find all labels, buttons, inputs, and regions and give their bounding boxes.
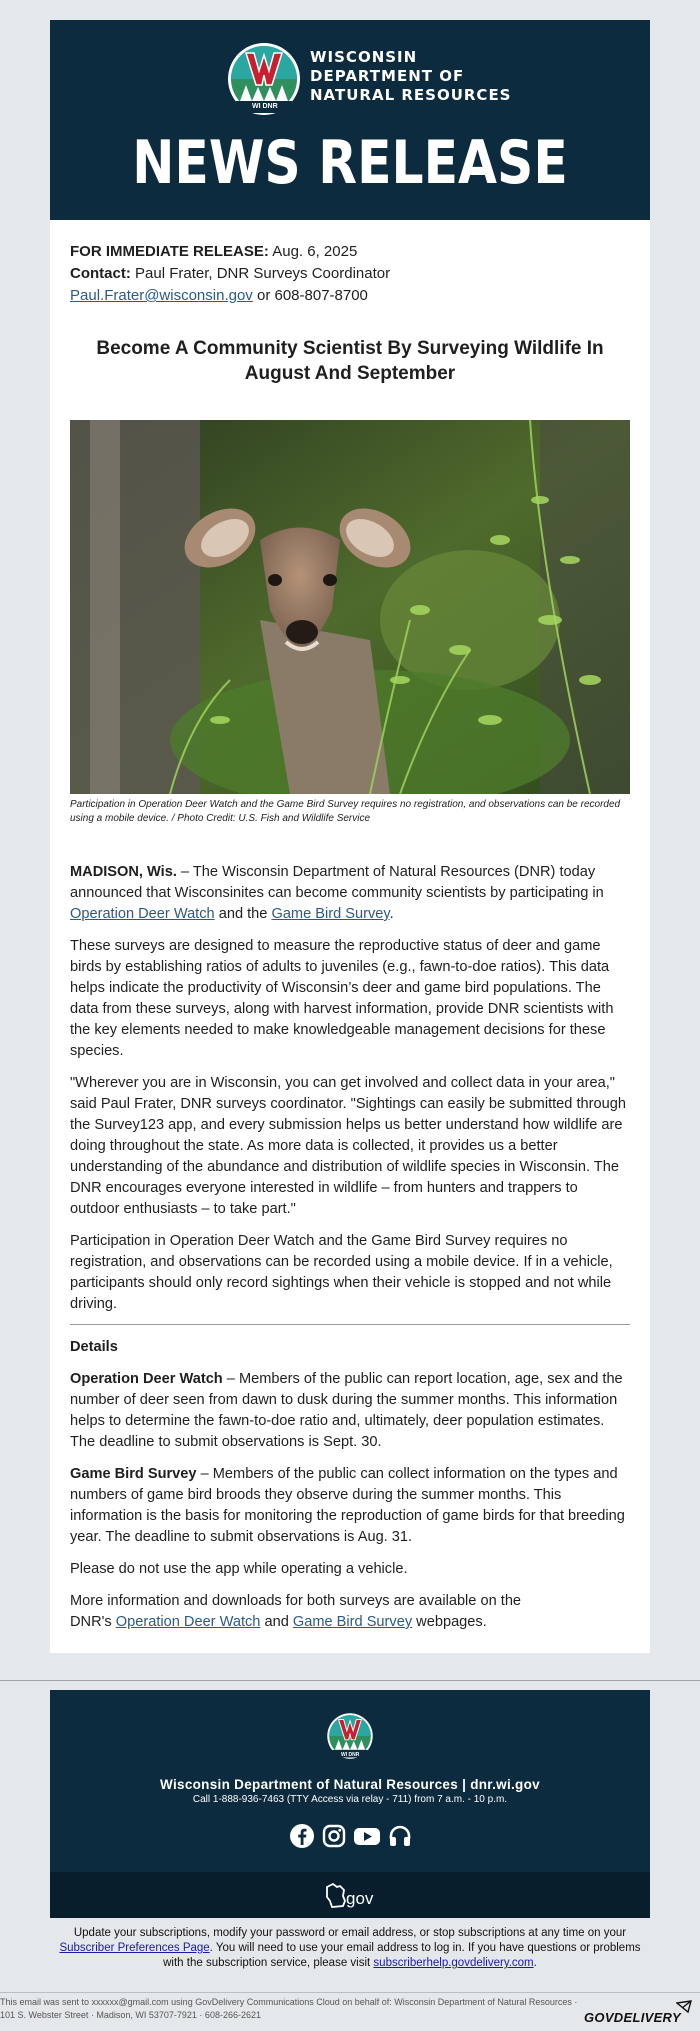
subscr-text-2: . You will need to use your email address to log in. If you have questions or problems with the subscription service, please visit (163, 1942, 641, 1969)
gbs-webpage-link[interactable]: Game Bird Survey (292, 1614, 413, 1630)
social-links (289, 1823, 413, 1849)
news-release-card (50, 20, 650, 1653)
divider (70, 1324, 630, 1325)
details-heading-text: Details (70, 1339, 118, 1355)
contact-phone: or 608-807-8700 (256, 287, 368, 304)
subscription-notice (55, 1926, 645, 1971)
logo-line-1: WISCONSIN (310, 48, 418, 66)
intro-and: and the (214, 906, 272, 922)
odw-webpage-link[interactable]: Operation Deer Watch (115, 1614, 261, 1630)
contact-name: Paul Frater, DNR Surveys Coordinator (135, 265, 391, 282)
bottom-separator (0, 1992, 700, 1993)
footer (50, 1690, 650, 1918)
header-banner (50, 20, 650, 220)
subscr-text-3: . (533, 1957, 537, 1969)
subscriber-help-link[interactable]: subscriberhelp.govdelivery.com (373, 1957, 534, 1969)
more-and: and (260, 1614, 293, 1630)
contact-label: Contact: (70, 265, 131, 282)
logo-text (310, 48, 512, 105)
paragraph-odw (70, 1369, 630, 1453)
paragraph-more-info (70, 1591, 630, 1633)
facebook-icon[interactable] (289, 1823, 315, 1849)
logo-line-2: DEPARTMENT OF (310, 67, 465, 85)
subscr-text-1: Update your subscriptions, modify your password or email address, or stop subscriptions at any time on your (73, 1927, 627, 1939)
more-start: More information and downloads for both surveys are available on the DNR's (70, 1593, 522, 1630)
footer-title: Wisconsin Department of Natural Resources | dnr.wi.gov (160, 1777, 540, 1792)
govdelivery-logo[interactable] (584, 2002, 694, 2026)
deer-photo (70, 420, 630, 794)
email-sent-notice: This email was sent to xxxxxx@gmail.com using GovDelivery Communications Cloud on behalf of: Wisconsin Department of Natural Resources · 101 S. Webster Street · Madison, WI 53707-7921 · 608-266-2621 (0, 1997, 578, 2020)
footer-gov-bar (50, 1872, 650, 1918)
paragraph-vehicle: Please do not use the app while operating a vehicle. (70, 1561, 408, 1577)
footer-badge: WI DNR (341, 1752, 360, 1758)
immediate-label: FOR IMMEDIATE RELEASE: (70, 243, 269, 260)
paragraph-quote: "Wherever you are in Wisconsin, you can get involved and collect data in your area," said Paul Frater, DNR surveys coordinator. "Sightings can easily be submitted through the Survey123 app, and every submission helps us better understand how wildlife are doing throughout the state. As more data is collected, it provides us a better understanding of the abundance and distribution of wildlife species in Wisconsin. The DNR encourages everyone interested in wildlife – from hunters and trappers to outdoor enthusiasts – to take part." (70, 1075, 626, 1217)
gov-text: gov (346, 1889, 374, 1908)
gbs-text: – Members of the public can collect information on the types and numbers of game bird broods they observe during the summer months. This information is the basis for monitoring the reproduction of game birds for that breeding year. The deadline to submit observations is Aug. 31. (70, 1466, 625, 1545)
release-date: Aug. 6, 2025 (272, 243, 358, 260)
odw-text: – Members of the public can report location, age, sex and the number of deer seen from dawn to dusk during the summer months. This information helps to determine the fawn-to-doe ratio and, ultimately, deer population estimates. The deadline to submit observations is Sept. 30. (70, 1371, 623, 1450)
odw-label: Operation Deer Watch (70, 1371, 223, 1387)
dateline: MADISON, Wis. (70, 864, 177, 880)
headline: Become A Community Scientist By Surveying Wildlife In August And September (96, 338, 604, 384)
article-body (70, 862, 630, 1644)
podcast-headphones-icon[interactable] (387, 1823, 413, 1849)
more-end: webpages. (412, 1614, 487, 1630)
subscriber-preferences-link[interactable]: Subscriber Preferences Page (59, 1942, 210, 1954)
gbs-label: Game Bird Survey (70, 1466, 197, 1482)
logo-badge: WI DNR (252, 103, 278, 110)
intro-end: . (389, 906, 394, 922)
release-info (70, 241, 390, 307)
footer-hours: Call 1-888-936-7463 (TTY Access via relay - 711) from 7 a.m. - 10 p.m. (192, 1794, 508, 1805)
deer-photo-icon (70, 420, 630, 794)
govdelivery-wordmark: GOVDELIVERY (584, 2010, 681, 2025)
game-bird-survey-link[interactable]: Game Bird Survey (271, 906, 390, 922)
wi-gov-logo[interactable] (324, 1881, 376, 1911)
paragraph-intro (70, 862, 630, 925)
instagram-icon[interactable] (321, 1823, 347, 1849)
photo-caption: Participation in Operation Deer Watch and the Game Bird Survey requires no registration, and observations can be recorded using a mobile device. / Photo Credit: U.S. Fish and Wildlife Service (70, 799, 621, 824)
intro-text: – The Wisconsin Department of Natural Resources (DNR) today announced that Wisconsinites can become community scientists by participating in (70, 864, 604, 901)
separator (0, 1680, 700, 1681)
paragraph-gbs (70, 1464, 630, 1548)
dnr-logo[interactable] (226, 41, 526, 121)
contact-email-link[interactable]: Paul.Frater@wisconsin.gov (70, 287, 253, 304)
paragraph-surveys: These surveys are designed to measure the reproductive status of deer and game birds by establishing ratios of adults to juveniles (e.g., fawn-to-doe ratios). This data helps indicate the productivity of Wisconsin’s deer and game bird populations. The data from these surveys, along with harvest information, provide DNR scientists with the key elements needed to make knowledgeable management decisions for these species. (70, 938, 614, 1059)
paragraph-participation: Participation in Operation Deer Watch and the Game Bird Survey requires no registration, and observations can be recorded using a mobile device. If in a vehicle, participants should only record sightings when their vehicle is stopped and not while driving. (70, 1233, 613, 1312)
youtube-icon[interactable] (353, 1823, 381, 1849)
logo-line-3: NATURAL RESOURCES (310, 86, 512, 104)
details-heading (70, 1337, 630, 1358)
banner-title: NEWS RELEASE (132, 128, 568, 198)
operation-deer-watch-link[interactable]: Operation Deer Watch (70, 906, 215, 922)
